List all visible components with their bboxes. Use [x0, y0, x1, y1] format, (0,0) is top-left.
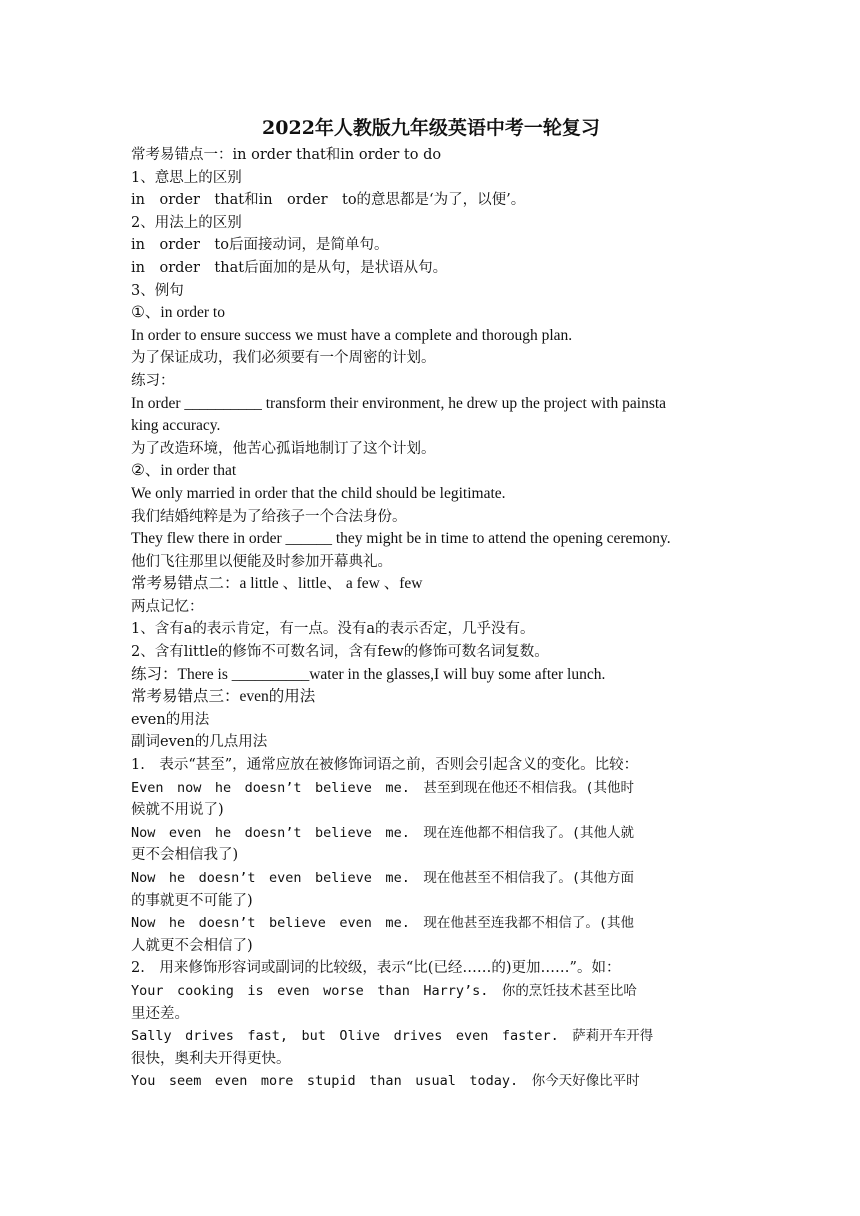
- example-sentence: Now he doesn’t believe even me. 现在他甚至连我都不相信了。(其他: [131, 915, 634, 932]
- exercise-translation: 为了改造环境，他苦心孤诣地制订了这个计划。: [131, 440, 436, 457]
- text-line: even的用法: [131, 711, 210, 728]
- document-body: [131, 144, 731, 1093]
- exercise-sentence: In order __________ transform their environment, he drew up the project with painsta: [131, 394, 667, 412]
- exercise-translation: 他们飞往那里以便能及时参加开幕典礼。: [131, 553, 392, 570]
- example-translation: 为了保证成功，我们必须要有一个周密的计划。: [131, 350, 436, 367]
- example-sentence-cont: 很快，奥利夫开得更快。: [131, 1050, 291, 1067]
- text-line: in order that后面加的是从句，是状语从句。: [131, 259, 448, 276]
- example-sentence-cont: 的事就更不可能了): [131, 892, 253, 909]
- exercise-label: 练习：: [131, 372, 175, 389]
- example-label: ①、in order to: [131, 304, 225, 322]
- memory-label: 两点记忆：: [131, 598, 204, 615]
- example-sentence: Now he doesn’t even believe me. 现在他甚至不相信我了。(其他方面: [131, 870, 634, 886]
- section-heading-1: 常考易错点一：in order that和in order to do: [131, 147, 442, 163]
- text-line: in order to后面接动词，是简单句。: [131, 237, 389, 254]
- example-sentence-cont: 人就更不会相信了): [131, 937, 253, 954]
- section-heading-2: 常考易错点二：a little 、little、 a few 、few: [131, 575, 423, 593]
- example-sentence-cont: 更不会相信我了): [131, 847, 239, 864]
- example-label: ②、in order that: [131, 462, 237, 480]
- example-sentence: We only married in order that the child should be legitimate.: [131, 484, 506, 502]
- text-line: in order that和in order to的意思都是‘为了，以便’。: [131, 192, 526, 209]
- document-page: [131, 112, 731, 1093]
- usage-point: 2. 用来修饰形容词或副词的比较级，表示“比(已经……的)更加……”。如：: [131, 960, 621, 977]
- example-sentence: In order to ensure success we must have a complete and thorough plan.: [131, 326, 573, 344]
- example-sentence: Even now he doesn’t believe me. 甚至到现在他还不相信我。(其他时: [131, 779, 634, 796]
- subheading-usage: 2、用法上的区别: [131, 214, 242, 231]
- example-translation: 我们结婚纯粹是为了给孩子一个合法身份。: [131, 508, 407, 525]
- subheading-examples: 3、例句: [131, 282, 184, 299]
- usage-point: 1. 表示“甚至”，通常应放在被修饰词语之前，否则会引起含义的变化。比较：: [131, 757, 639, 774]
- example-sentence: Your cooking is even worse than Harry’s. 你的烹饪技术甚至比哈: [131, 982, 637, 999]
- subheading-meaning: 1、意思上的区别: [131, 169, 242, 186]
- section-heading-3: 常考易错点三：even的用法: [131, 688, 316, 706]
- example-sentence: You seem even more stupid than usual today. 你今天好像比平时: [131, 1073, 640, 1090]
- example-sentence-cont: 里还差。: [131, 1005, 189, 1022]
- example-sentence: Sally drives fast, but Olive drives even faster. 萨莉开车开得: [131, 1028, 654, 1045]
- example-sentence: Now even he doesn’t believe me. 现在连他都不相信我了。(其他人就: [131, 824, 634, 841]
- memory-point: 2、含有little的修饰不可数名词，含有few的修饰可数名词复数。: [131, 644, 549, 661]
- exercise-sentence: 练习：There is __________water in the glasses,I will buy some after lunch.: [131, 665, 606, 683]
- memory-point: 1、含有a的表示肯定，有一点。没有a的表示否定，几乎没有。: [131, 621, 535, 638]
- exercise-sentence: They flew there in order ______ they might be in time to attend the opening ceremony.: [131, 530, 671, 548]
- text-line: 副词even的几点用法: [131, 734, 268, 751]
- document-title: 2022年人教版九年级英语中考一轮复习: [262, 117, 600, 139]
- example-sentence-cont: 候就不用说了): [131, 802, 224, 819]
- exercise-sentence-cont: king accuracy.: [131, 417, 221, 435]
